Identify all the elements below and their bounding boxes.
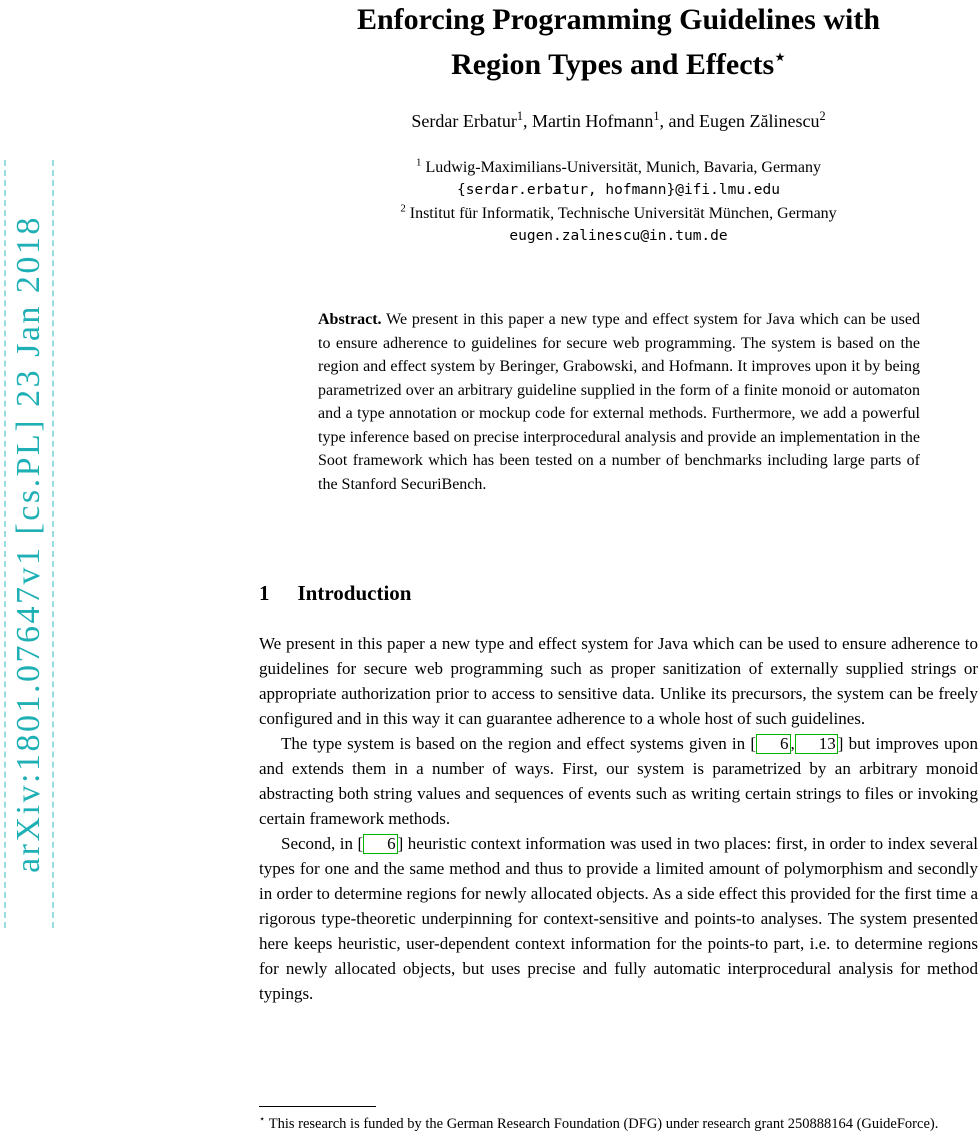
arxiv-dash-right bbox=[52, 160, 54, 928]
introduction-body bbox=[259, 631, 978, 1006]
citation-6: [ 6 ] bbox=[357, 834, 404, 853]
affiliations-block bbox=[259, 156, 978, 248]
author-1: Serdar Erbatur bbox=[411, 111, 517, 131]
footnote-rule bbox=[259, 1106, 376, 1107]
paper-title bbox=[259, 1, 978, 84]
abstract-text: We present in this paper a new type and effect system for Java which can be used to ensure adherence to guidelines for secure web programming. The system is based on the region and effect system by Beringer, Grabowski, and Hofmann. It improves upon it by being parametrized over an arbitrary guideline supplied in the form of a finite monoid or automaton and a type annotation or mockup code for external methods. Furthermore, we add a powerful type inference based on precise interprocedural analysis and provide an implementation in the Soot framework which has been tested on a number of benchmarks including large parts of the Stanford SecuriBench. bbox=[318, 311, 920, 493]
affiliation-2-email: eugen.zalinescu@in.tum.de bbox=[509, 228, 728, 244]
section-1-title: Introduction bbox=[297, 581, 412, 605]
intro-paragraph-1: We present in this paper a new type and effect system for Java which can be used to ensure adherence to guidelines for secure web programming such as proper sanitization of externally supplied strings or appropriate authorization prior to access to sensitive data. Unlike its precursors, the system can be freely configured and in this way it can guarantee adherence to a whole host of such guidelines. bbox=[259, 634, 978, 728]
affiliation-2: $^2$ Institut für Informatik, Technische Universität München, Germany bbox=[400, 202, 837, 222]
citation-link-6[interactable]: 6 bbox=[756, 734, 791, 754]
affiliation-1: $^1$ Ludwig-Maximilians-Universität, Munich, Bavaria, Germany bbox=[416, 156, 821, 176]
arxiv-watermark bbox=[3, 160, 55, 928]
intro-paragraph-2: The type system is based on the region and effect systems given in [ 6 , 13 ] but improves upon and extends them in a number of ways. First, our system is parametrized by an arbitrary monoid abstracting both string values and sequences of events such as writing certain strings to files or invoking certain framework methods. bbox=[259, 734, 978, 828]
footnote-text-block bbox=[259, 1111, 978, 1133]
intro-paragraph-3: Second, in [ 6 ] heuristic context information was used in two places: first, in order to index several types for one and the same method and thus to provide a limited amount of polymorphism and secondly in order to determine regions for newly allocated objects. As a side effect this provided for the first time a rigorous type-theoretic underpinning for context-sensitive and points-to analyses. The system presented here keeps heuristic, user-dependent context information for the points-to part, i.e. to determine regions for newly allocated objects, but uses precise and fully automatic interprocedural analysis for method typings. bbox=[259, 834, 978, 1003]
arxiv-dash-left bbox=[4, 160, 6, 928]
abstract-label: Abstract. bbox=[318, 311, 382, 328]
author-2: Martin Hofmann bbox=[531, 111, 654, 131]
title-footnote-star: ⋆ bbox=[774, 47, 786, 68]
author-2-affmark: 1 bbox=[653, 109, 660, 123]
authors-line: Serdar Erbatur$^1$, Martin Hofmann$^1$, and Eugen Zălinescu$^2$ bbox=[411, 109, 826, 131]
author-3: Eugen Zălinescu bbox=[699, 111, 820, 131]
footnote-star: ⋆ bbox=[259, 1114, 266, 1125]
section-1-heading bbox=[259, 581, 978, 606]
citation-link-6b[interactable]: 6 bbox=[363, 834, 398, 854]
citation-6-13: [ 6 , 13 ] bbox=[750, 734, 844, 753]
affiliation-1-email: {serdar.erbatur, hofmann}@ifi.lmu.edu bbox=[456, 182, 780, 198]
arxiv-stamp: arXiv:1801.07647v1 [cs.PL] 23 Jan 2018 bbox=[10, 215, 47, 873]
section-1-number: 1 bbox=[259, 581, 270, 605]
author-3-affmark: 2 bbox=[819, 109, 826, 123]
paper-title-line2: Region Types and Effects⋆ bbox=[451, 47, 786, 81]
paper-title-line1: Enforcing Programming Guidelines with bbox=[356, 3, 881, 36]
citation-link-13[interactable]: 13 bbox=[795, 734, 838, 754]
footnote-text: This research is funded by the German Research Foundation (DFG) under research grant 250888164 (GuideForce). bbox=[268, 1115, 939, 1132]
author-1-affmark: 1 bbox=[516, 109, 523, 123]
abstract-block bbox=[318, 308, 920, 496]
footnote bbox=[259, 1106, 978, 1133]
